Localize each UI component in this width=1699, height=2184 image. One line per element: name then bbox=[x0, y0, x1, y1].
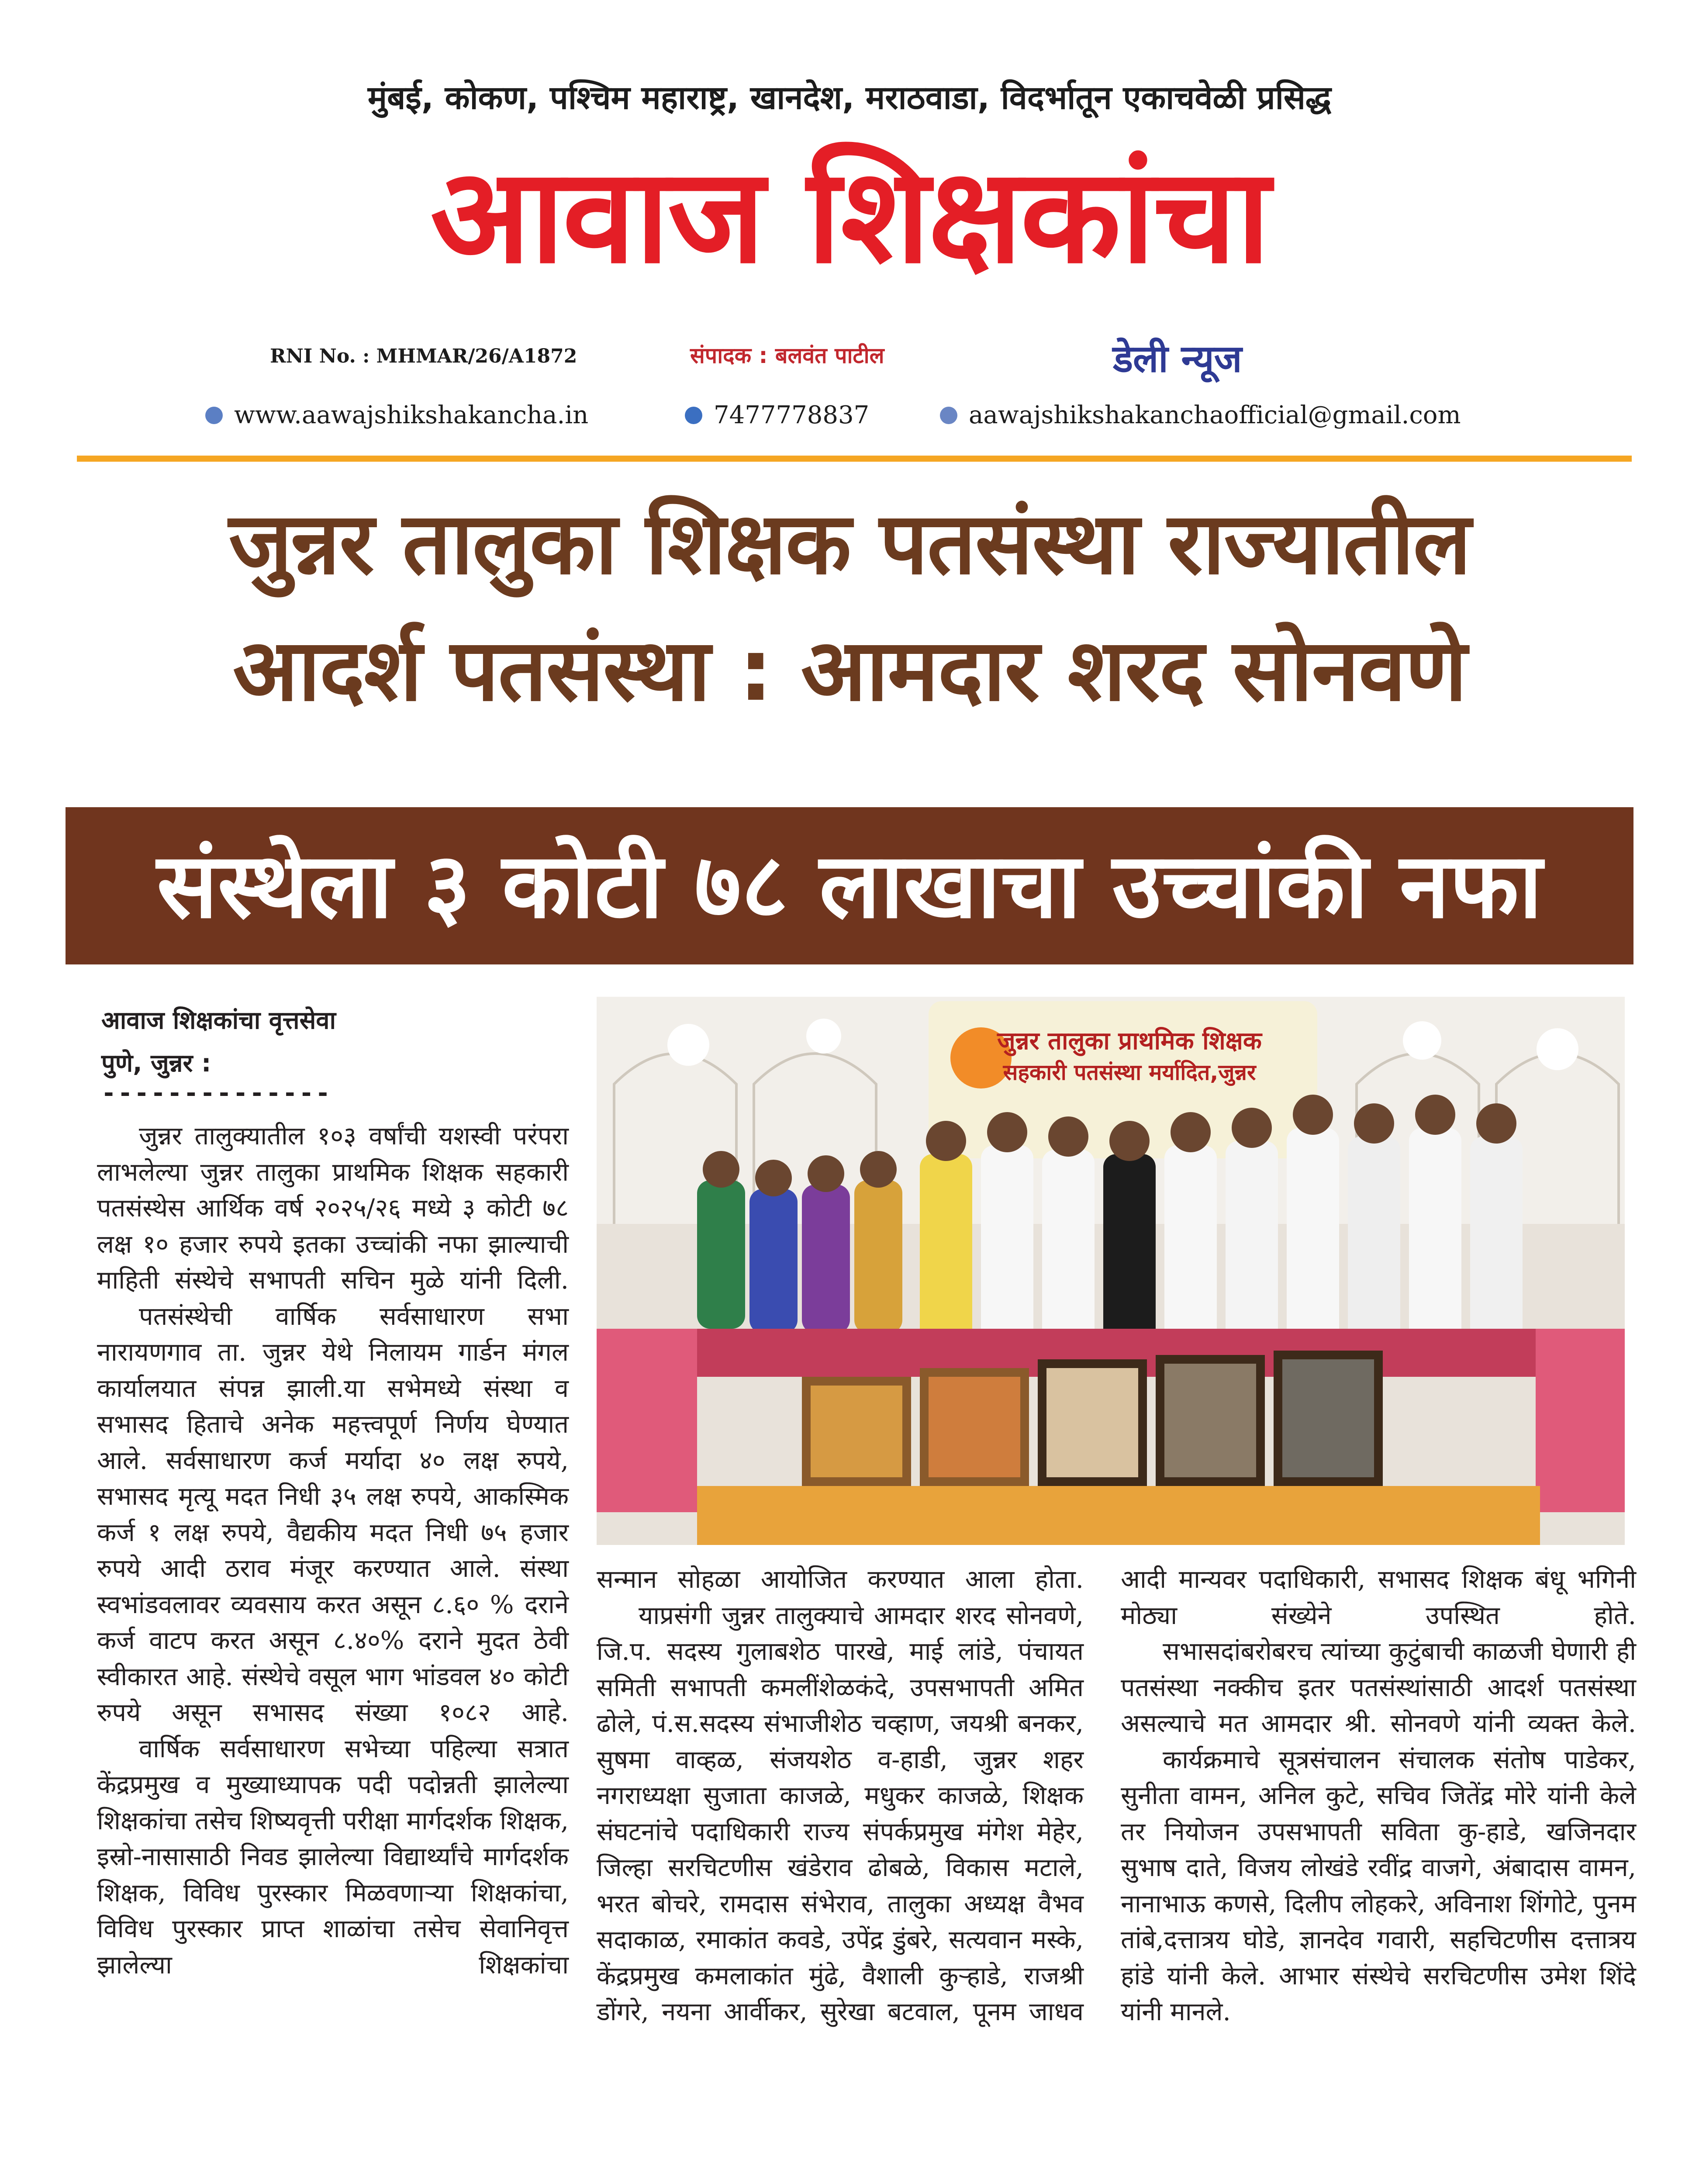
tagline: मुंबई, कोकण, पश्चिम महाराष्ट्र, खानदेश, मराठवाडा, विदर्भातून एकाचवेळी प्रसिद्ध bbox=[367, 79, 1332, 117]
headline-line-1: जुन्नर तालुका शिक्षक पतसंस्था राज्यातील bbox=[228, 494, 1471, 594]
rni-number: RNI No. : MHMAR/26/A1872 bbox=[270, 345, 577, 367]
website-contact[interactable] bbox=[205, 401, 588, 429]
headline bbox=[0, 480, 1699, 734]
article-column-2 bbox=[597, 1562, 1084, 2030]
article-column-1 bbox=[97, 1118, 569, 1983]
stage-table bbox=[697, 1486, 1540, 1545]
email-icon bbox=[940, 407, 957, 424]
paragraph: सभासदांबरोबरच त्यांच्या कुटुंबाची काळजी घेणारी ही पतसंस्था नक्कीच इतर पतसंस्थांसाठी आदर्श पतसंस्था असल्याचे मत आमदार श्री. सोनवणे यांनी व्यक्त केले. bbox=[1121, 1637, 1636, 1738]
daily-news-label: डेली न्यूज bbox=[1113, 337, 1242, 381]
dateline-place: पुणे, जुन्नर : bbox=[101, 1049, 211, 1078]
editor-name: संपादक : बलवंत पाटील bbox=[690, 343, 884, 368]
phone-icon bbox=[685, 407, 702, 424]
paragraph: याप्रसंगी जुन्नर तालुक्याचे आमदार शरद सोनवणे, जि.प. सदस्य गुलाबशेठ पारखे, माई लांडे, पंचायत समिती सभापती कमलींशेळकंदे, उपसभापती अमित ढोले, पं.स.सदस्य संभाजीशेठ चव्हाण, जयश्री बनकर, सुषमा वाव्हळ, संजयशेठ व-हाडी, जुन्नर शहर नगराध्यक्षा सुजाता काजळे, मधुकर काजळे, शिक्षक संघटनांचे पदाधिकारी राज्य संपर्कप्रमुख मंगेश मेहेर, जिल्हा सरचिटणीस खंडेराव ढोबळे, विकास मटाले, भरत बोचरे, रामदास संभेराव, तालुका अध्यक्ष वैभव सदाकाळ, रमाकांत कवडे, उपेंद्र डुंबरे, सत्यवान मस्के, केंद्रप्रमुख कमलाकांत मुंढे, वैशाली कुऱ्हाडे, राजश्री डोंगरे, नयना आर्वीकर, सुरेखा बटवाल, पूनम जाधव bbox=[597, 1600, 1084, 2026]
subheadline: संस्थेला ३ कोटी ७८ लाखाचा उच्चांकी नफा bbox=[156, 833, 1543, 938]
paragraph: पतसंस्थेची वार्षिक सर्वसाधारण सभा नारायणगाव ता. जुन्नर येथे निलायम गार्डन मंगल कार्यालयात संपन्न झाली.या सभेमध्ये संस्था व सभासद हिताचे अनेक महत्त्वपूर्ण निर्णय घेण्यात आले. सर्वसाधारण कर्ज मर्यादा ४० लक्ष रुपये, सभासद मृत्यू मदत निधी ३५ लक्ष रुपये, आकस्मिक कर्ज १ लक्ष रुपये, वैद्यकीय मदत निधी ७५ हजार रुपये आदी ठराव मंजूर करण्यात आले. संस्था स्वभांडवलावर व्यवसाय करत असून ८.६० % दराने कर्ज वाटप करत असून ८.४०% दराने मुदत ठेवी स्वीकारत आहे. संस्थेचे वसूल भाग भांडवल ४० कोटी रुपये असून सभासद संख्या १०८२ आहे. bbox=[97, 1301, 569, 1727]
paragraph: कार्यक्रमाचे सूत्रसंचालन संचालक संतोष पाडेकर, सुनीता वामन, अनिल कुटे, सचिव जितेंद्र मोरे यांनी केले तर नियोजन उपसभापती सविता कु-हाडे, खजिनदार सुभाष दाते, विजय लोखंडे रवींद्र वाजगे, अंबादास वामन, नानाभाऊ कणसे, दिलीप लोहकरे, अविनाश शिंगोटे, पुनम तांबे,दत्तात्रय घोडे, ज्ञानदेव गवारी, सहचिटणीस दत्तात्रय हांडे यांनी केले. आभार संस्थेचे सरचिटणीस उमेश शिंदे यांनी मानले. bbox=[1121, 1745, 1636, 2026]
paragraph: सन्मान सोहळा आयोजित करण्यात आला होता. bbox=[597, 1565, 1084, 1594]
website-link[interactable]: www.aawajshikshakancha.in bbox=[234, 401, 589, 429]
article-column-3 bbox=[1121, 1562, 1636, 2030]
phone-number[interactable]: 7477778837 bbox=[714, 401, 870, 429]
event-photo bbox=[597, 997, 1625, 1545]
banner-line-1: जुन्नर तालुका प्राथमिक शिक्षक bbox=[997, 1027, 1262, 1055]
header-divider bbox=[77, 456, 1632, 462]
byline-dashes: -------------- bbox=[101, 1079, 332, 1107]
news-service: आवाज शिक्षकांचा वृत्तसेवा bbox=[101, 1006, 336, 1035]
paragraph: आदी मान्यवर पदाधिकारी, सभासद शिक्षक बंधू भगिनी मोठ्या संख्येने उपस्थित होते. bbox=[1121, 1565, 1636, 1630]
phone-contact[interactable] bbox=[685, 401, 869, 429]
paragraph: वार्षिक सर्वसाधारण सभेच्या पहिल्या सत्रात केंद्रप्रमुख व मुख्याध्यापक पदी पदोन्नती झालेल्या शिक्षकांचा तसेच शिष्यवृत्ती परीक्षा मार्गदर्शक शिक्षक, इस्रो-नासासाठी निवड झालेल्या विद्यार्थ्यांचे मार्गदर्शक शिक्षक, विविध पुरस्कार मिळवणाऱ्या शिक्षकांचा, विविध पुरस्कार प्राप्त शाळांचा तसेच सेवानिवृत्त झालेल्या शिक्षकांचा bbox=[97, 1734, 569, 1980]
banner-line-2: सहकारी पतसंस्था मर्यादित,जुन्नर bbox=[1003, 1060, 1256, 1085]
masthead-title: आवाज शिक्षकांचा bbox=[430, 140, 1269, 292]
headline-line-2: आदर्श पतसंस्था : आमदार शरद सोनवणे bbox=[233, 621, 1466, 720]
paragraph: जुन्नर तालुक्यातील १०३ वर्षांची यशस्वी परंपरा लाभलेल्या जुन्नर तालुका प्राथमिक शिक्षक सहकारी पतसंस्थेस आर्थिक वर्ष २०२५/२६ मध्ये ३ कोटी ७८ लक्ष १० हजार रुपये इतका उच्चांकी नफा झाल्याची माहिती संस्थेचे सभापती सचिन मुळे यांनी दिली. bbox=[97, 1121, 569, 1295]
email-address[interactable]: aawajshikshakanchaofficial@gmail.com bbox=[969, 401, 1461, 429]
byline bbox=[101, 999, 336, 1085]
globe-icon bbox=[205, 407, 223, 424]
email-contact[interactable] bbox=[940, 401, 1461, 429]
